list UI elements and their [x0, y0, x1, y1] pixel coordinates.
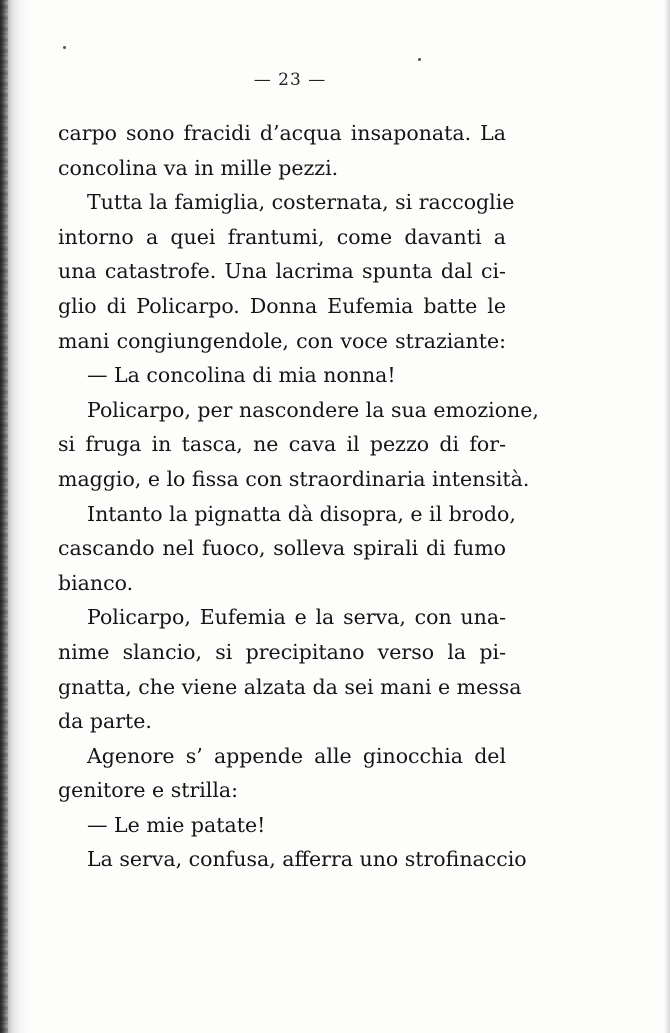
- text-line: Intanto la pignatta dà disopra, e il brodo,: [87, 501, 516, 526]
- text-line: cascando nel fuoco, solleva spirali di fumo: [58, 536, 506, 561]
- text-line: Policarpo, Eufemia e la serva, con una-: [87, 605, 506, 630]
- scan-speck: [63, 46, 66, 49]
- page-right-edge: [664, 0, 670, 1033]
- binding-edge: [0, 0, 34, 1033]
- text-line: La serva, confusa, afferra uno strofinaccio: [87, 847, 527, 872]
- text-line: Agenore s’ appende alle ginocchia del: [87, 743, 506, 768]
- text-line: genitore e strilla:: [58, 778, 239, 803]
- text-line: Tutta la famiglia, costernata, si raccoglie: [87, 190, 515, 215]
- text-line: gnatta, che viene alzata da sei mani e messa: [58, 674, 522, 699]
- text-line: intorno a quei frantumi, come davanti a: [58, 224, 506, 249]
- text-line: si fruga in tasca, ne cava il pezzo di for-: [58, 432, 506, 457]
- text-line: — La concolina di mia nonna!: [87, 363, 396, 388]
- text-line: carpo sono fracidi d’acqua insaponata. La: [58, 121, 506, 145]
- text-line: una catastrofe. Una lacrima spunta dal ci-: [58, 259, 506, 284]
- page-number: — 23 —: [253, 70, 327, 90]
- text-line: mani congiungendole, con voce straziante:: [58, 328, 506, 353]
- text-line: glio di Policarpo. Donna Eufemia batte le: [58, 293, 506, 318]
- text-line: maggio, e lo fissa con straordinaria intensità.: [58, 466, 530, 491]
- text-line: nime slancio, si precipitano verso la pi-: [58, 639, 506, 664]
- text-line: da parte.: [58, 709, 152, 734]
- text-line: Policarpo, per nascondere la sua emozione,: [87, 397, 539, 422]
- text-line: concolina va in mille pezzi.: [58, 155, 339, 180]
- text-line: bianco.: [58, 570, 134, 595]
- body-text: [58, 116, 539, 877]
- text-line: — Le mie patate!: [87, 812, 266, 837]
- scan-speck: [418, 58, 421, 61]
